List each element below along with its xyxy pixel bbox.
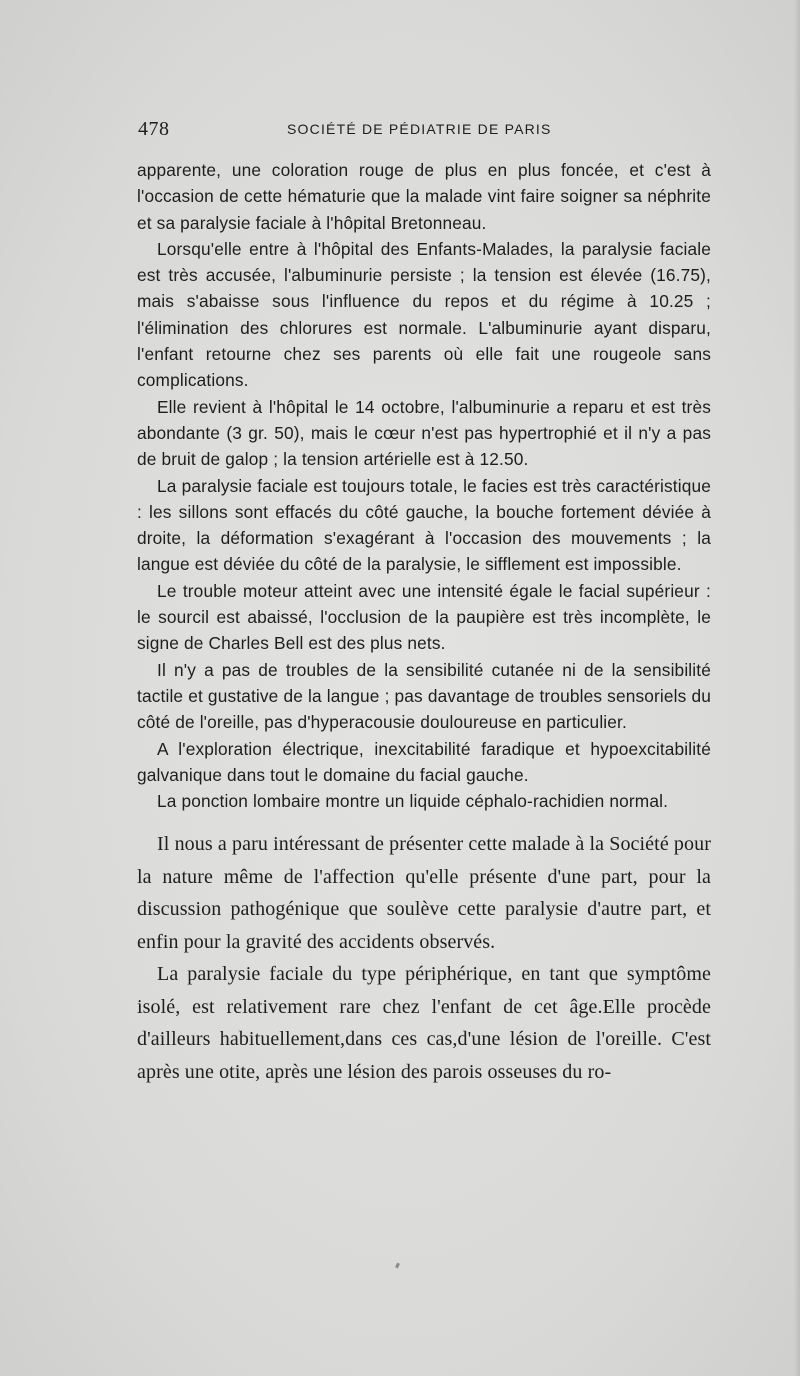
paragraph-readmission: Elle revient à l'hôpital le 14 octobre, l'albuminurie a reparu et est très abondante (3 gr. 50), mais le cœur n'est pas hypertrophié et il n'y a pas de bruit de galop ; la tension artérielle est à 12.50.: [137, 396, 711, 470]
section-gap: [137, 814, 711, 828]
page-body: [137, 157, 711, 1088]
paragraph-sensibility: Il n'y a pas de troubles de la sensibilité cutanée ni de la sensibilité tactile et gustative de la langue ; pas davantage de troubles sensoriels du côté de l'oreille, pas d'hyperacousie douloureuse en particulier.: [137, 659, 711, 733]
running-title: SOCIÉTÉ DE PÉDIATRIE DE PARIS: [287, 121, 552, 137]
paragraph-admission: Lorsqu'elle entre à l'hôpital des Enfants-Malades, la paralysie faciale est très accusée, l'albuminurie persiste ; la tension est élevée (16.75), mais s'abaisse sous l'influence du repos et du régime à 10.25 ; l'élimination des chlorures est normale. L'albuminurie ayant disparu, l'enfant retourne chez ses parents où elle fait une rougeole sans complications.: [137, 238, 711, 391]
paragraph-electrical-exploration: A l'exploration électrique, inexcitabilité faradique et hypoexcitabilité galvanique dans tout le domaine du facial gauche.: [137, 738, 711, 785]
paragraph-discussion-peripheral: La paralysie faciale du type périphérique, en tant que symptôme isolé, est relativement rare chez l'enfant de cet âge.Elle procède d'ailleurs habituellement,dans ces cas,d'une lésion de l'oreille. C'est après une otite, après une lésion des parois osseuses du ro-: [137, 963, 711, 1083]
paragraph-discussion-intro: Il nous a paru intéressant de présenter cette malade à la Société pour la nature même de l'affection qu'elle présente d'une part, pour la discussion pathogénique que soulève cette paralysie d'autre part, et enfin pour la gravité des accidents observés.: [137, 833, 711, 953]
page-header: [138, 118, 718, 142]
paragraph-facial-paralysis: La paralysie faciale est toujours totale, le facies est très caractéristique : les sillons sont effacés du côté gauche, la bouche fortement déviée à droite, la déformation s'exagérant à l'occasion des mouvements ; la langue est déviée du côté de la paralysie, le sifflement est impossible.: [137, 475, 711, 575]
page-number: 478: [138, 118, 170, 140]
paragraph-lumbar-puncture: La ponction lombaire montre un liquide céphalo-rachidien normal.: [157, 791, 669, 812]
page-edge-shadow: [794, 0, 800, 1376]
paragraph-motor-trouble: Le trouble moteur atteint avec une intensité égale le facial supérieur : le sourcil est abaissé, l'occlusion de la paupière est très incomplète, le signe de Charles Bell est des plus nets.: [137, 580, 711, 654]
paper-speck: [395, 1263, 400, 1269]
paragraph-continuation: apparente, une coloration rouge de plus en plus foncée, et c'est à l'occasion de cette hématurie que la malade vint faire soigner sa néphrite et sa paralysie faciale à l'hôpital Bretonneau.: [137, 160, 711, 233]
